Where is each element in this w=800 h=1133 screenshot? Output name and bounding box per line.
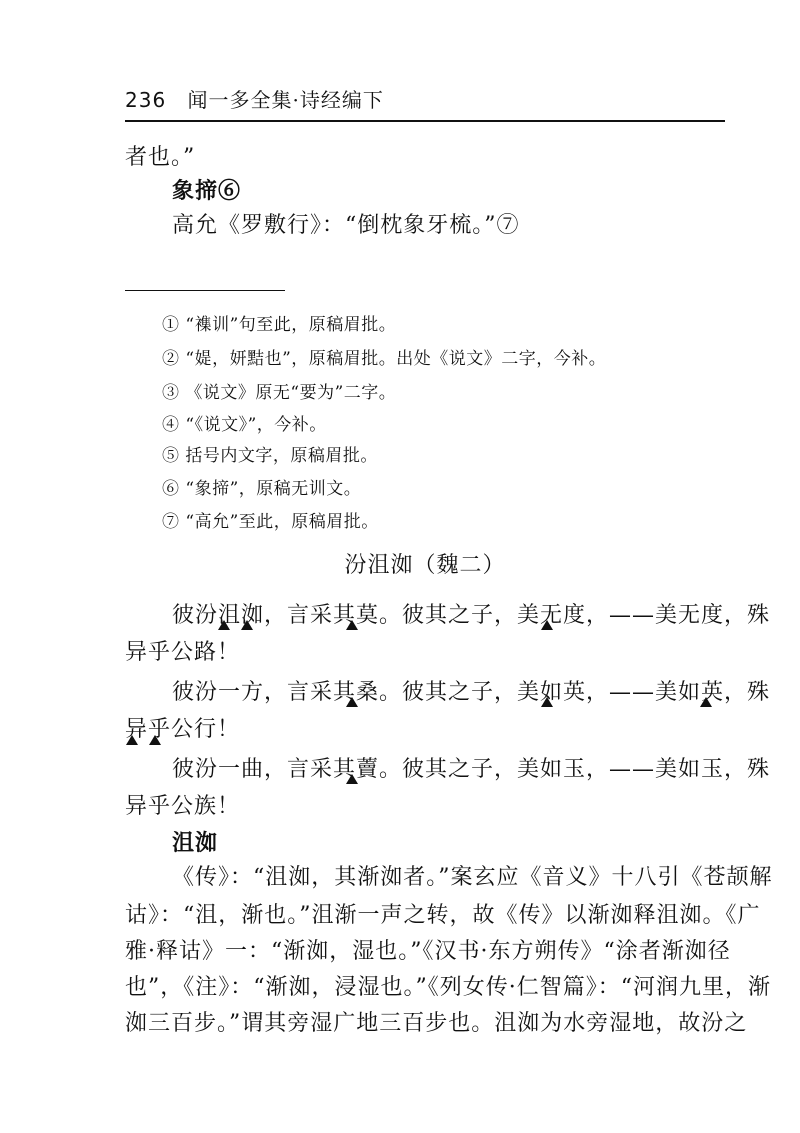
commentary-line: 《传》：“沮洳，其渐洳者。”案玄应《音义》十八引《苍颉解 (172, 865, 773, 890)
rhyme-marker-icon (346, 697, 358, 707)
commentary-line: 洳三百步。”谓其旁湿广地三百步也。沮洳为水旁湿地，故汾之 (125, 1011, 748, 1036)
page-number: 236 (125, 88, 167, 112)
running-header (125, 84, 725, 113)
poem-line: 彼汾一方，言采其桑。彼其之子，美如英，——美如英，殊 (172, 680, 771, 705)
rhyme-marker-icon (541, 620, 553, 630)
rhyme-marker-icon (346, 774, 358, 784)
footnote: ④ “《说文》”，今补。 (162, 415, 327, 435)
footnote: ⑦ “高允”至此，原稿眉批。 (162, 512, 379, 532)
poem-line: 彼汾一曲，言采其藚。彼其之子，美如玉，——美如玉，殊 (172, 757, 771, 782)
commentary-line: 雅·释诂》一：“渐洳，湿也。”《汉书·东方朔传》“涂者渐洳径 (125, 939, 731, 964)
book-title: 闻一多全集·诗经编下 (187, 88, 384, 112)
footnote: ⑤ 括号内文字，原稿眉批。 (162, 446, 378, 466)
continued-text: 者也。” (125, 145, 196, 170)
commentary-line: 也”，《注》：“渐洳，浸湿也。”《列女传·仁智篇》：“河润九里，渐 (125, 975, 771, 1000)
footnote: ① “襍训”句至此，原稿眉批。 (162, 315, 397, 335)
rhyme-marker-icon (346, 620, 358, 630)
rhyme-marker-icon (149, 735, 161, 745)
commentary-line: 诂》：“沮，渐也。”沮渐一声之转，故《传》以渐洳释沮洳。《广 (125, 903, 761, 928)
footnote: ⑥ “象揥”，原稿无训文。 (162, 479, 362, 499)
footnote: ③ 《说文》原无“要为”二字。 (162, 383, 397, 403)
rhyme-marker-icon (126, 735, 138, 745)
gloss-quote: 高允《罗敷行》：“倒枕象牙梳。”⑦ (172, 213, 520, 238)
gloss-term-juru: 沮洳 (172, 830, 219, 856)
poem-line: 异乎公行！ (125, 717, 241, 742)
rhyme-marker-icon (241, 620, 253, 630)
header-rule (125, 120, 725, 122)
footnote-rule (125, 290, 285, 291)
gloss-term-xiangti: 象揥⑥ (172, 178, 242, 204)
footnote: ② “媞，妍黠也”，原稿眉批。出处《说文》二字，今补。 (162, 349, 607, 369)
rhyme-marker-icon (218, 620, 230, 630)
poem-line: 异乎公路！ (125, 640, 241, 665)
rhyme-marker-icon (541, 697, 553, 707)
rhyme-marker-icon (700, 697, 712, 707)
poem-line: 彼汾沮洳，言采其莫。彼其之子，美无度，——美无度，殊 (172, 603, 771, 628)
poem-line: 异乎公族！ (125, 794, 241, 819)
section-title: 汾沮洳（魏二） (344, 553, 506, 578)
